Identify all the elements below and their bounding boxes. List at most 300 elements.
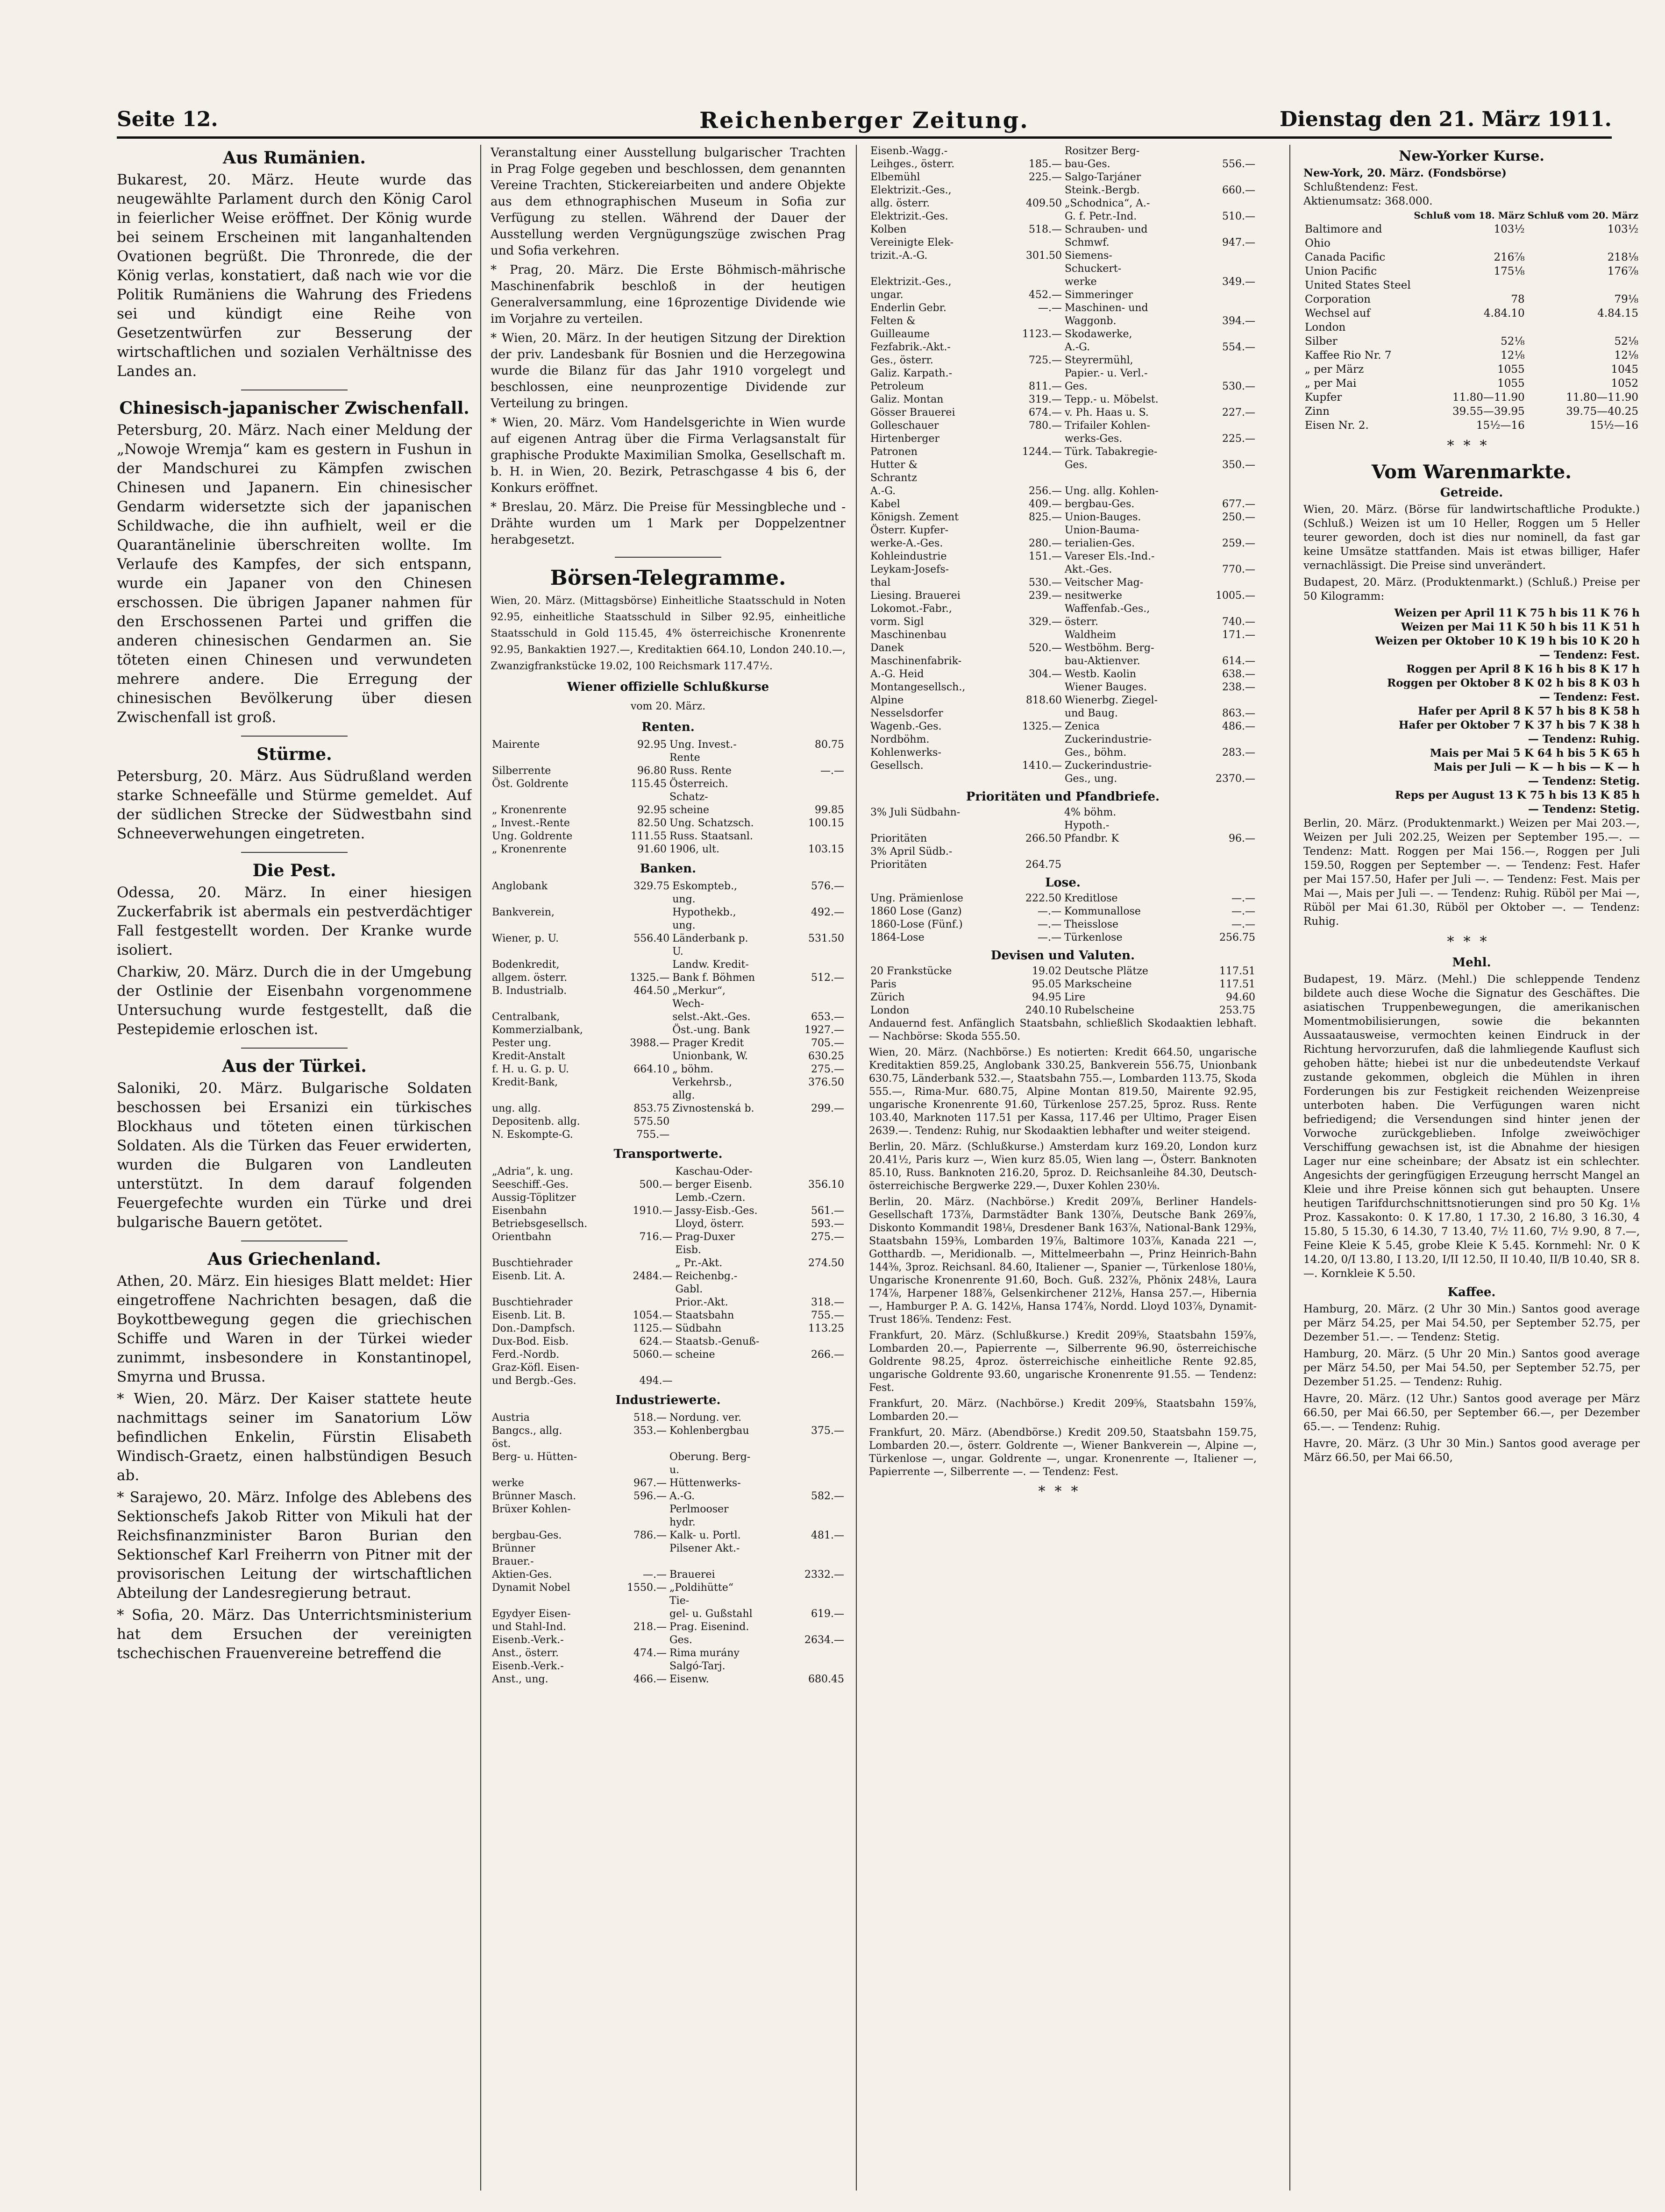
table-cell <box>759 1128 846 1141</box>
table-cell: 1244.— <box>1022 446 1062 458</box>
table-cell: 464.50 <box>633 985 670 997</box>
market-report: Hamburg, 20. März. (2 Uhr 30 Min.) Santos good average per März 54.25, per Mai 54.50, per September 52.75, per Dezember 51.—. — Tendenz: Stetig. <box>1303 1303 1640 1343</box>
table-cell <box>761 1270 846 1296</box>
price-line: Reps per August 13 K 75 h bis 13 K 85 h <box>1395 789 1640 801</box>
table-row <box>491 1581 846 1608</box>
table-row <box>869 367 1257 380</box>
table-row <box>491 985 846 1011</box>
table-row <box>491 1231 846 1257</box>
table-cell: 520.— <box>1028 642 1062 654</box>
table-cell: 4.84.10 <box>1483 307 1525 319</box>
table-cell: Maschinenfabrik- <box>870 655 962 667</box>
table-cell: Leihges., österr. <box>870 158 955 170</box>
table-row <box>491 1335 846 1348</box>
table-cell <box>584 1076 671 1102</box>
table-cell: Lire <box>1064 992 1086 1003</box>
table-cell: 117.51 <box>1219 978 1255 990</box>
table-row <box>869 236 1257 249</box>
table-cell: Eisenb.-Wagg.- <box>870 145 948 157</box>
market-report: Frankfurt, 20. März. (Abendbörse.) Kredit 209.50, Staatsbahn 159.75, Lombarden 20.—, österr. Goldrente —, Wiener Bankverein —, Alpine —, Türkenlose —, ungar. Goldrente —, ungar. Kronenrente —, Italiener —, Papierrente —, Silberrente —. — Tendenz: Fest. <box>869 1427 1257 1478</box>
table-cell: 20 Frankstücke <box>870 965 952 977</box>
table-cell: Königsh. Zement <box>870 511 959 523</box>
table-cell: 78 <box>1511 293 1525 305</box>
table-row <box>491 1178 846 1191</box>
table-cell: allgem. österr. <box>492 972 568 984</box>
market-report: Frankfurt, 20. März. (Nachbörse.) Kredit 209⅝, Staatsbahn 159⅞, Lombarden 20.— <box>869 1398 1257 1423</box>
table-cell: 512.— <box>811 972 844 984</box>
table-cell: Ges., ung. <box>1064 773 1117 785</box>
table-cell: Galiz. Montan <box>870 394 944 405</box>
table-row <box>869 419 1257 432</box>
table-cell: 653.— <box>811 1011 844 1023</box>
column-divider <box>480 145 481 2191</box>
table-cell: allg. österr. <box>870 198 930 209</box>
table-cell: 664.10 <box>633 1063 670 1075</box>
table-row <box>491 1115 846 1128</box>
price-line: Weizen per Oktober 10 K 19 h bis 10 K 20 h <box>1375 635 1640 647</box>
table-cell: 474.— <box>633 1647 667 1659</box>
table-cell <box>589 1296 674 1309</box>
table-cell <box>967 603 1063 616</box>
table-cell: 705.— <box>811 1037 844 1049</box>
table-cell <box>1160 367 1257 380</box>
table-row <box>491 1322 846 1335</box>
table-cell: Hutter & Schrantz <box>870 459 918 484</box>
table-cell: Schmwf. <box>1064 237 1110 248</box>
table-cell <box>967 524 1063 537</box>
table-cell: Patronen <box>870 446 918 458</box>
table-cell: 239.— <box>1028 590 1062 602</box>
table-cell <box>579 1542 668 1568</box>
table-cell: Kalk- u. Portl. <box>669 1530 741 1541</box>
table-cell: —.— <box>1231 906 1255 917</box>
table-cell: Eisenb.-Verk.- <box>492 1660 564 1672</box>
subsection-heading: Lose. <box>1045 876 1081 890</box>
table-cell <box>967 773 1063 786</box>
table-cell <box>1160 845 1257 858</box>
table-row <box>869 249 1257 276</box>
article-text: Petersburg, 20. März. Nach einer Meldung der „Nowoje Wremja“ kam es gestern in Fushun in der Mandschurei zu Kämpfen zwischen Chinesen und Japanern. Ein chinesischer Gendarm widersetzte sich der japanischen Schildwache, die ihn aufhielt, weil er die Quarantänelinie überschreiten wollte. Im Verlaufe des Kampfes, der sich entspann, wurde ein Japaner von den Chinesen erschossen. Die übrigen Japaner nahmen für den Erschossenen Partei und griffen die anderen chinesischen Gendarmen an. Sie töteten einen Chinesen und verwundeten mehrere andere. Die Erregung der chinesischen Bevölkerung über diesen Zwischenfall ist groß. <box>117 422 472 726</box>
table-cell: Ung. Prämienlose <box>870 893 963 904</box>
table-cell: 96.80 <box>637 765 667 777</box>
price-line: Roggen per April 8 K 16 h bis 8 K 17 h <box>1406 663 1640 675</box>
table-row <box>491 1191 846 1205</box>
table-row <box>869 432 1257 446</box>
stars-separator: *** <box>1447 438 1496 454</box>
table-cell: 818.60 <box>1025 695 1062 706</box>
table-cell: v. Ph. Haas u. S. <box>1064 407 1149 418</box>
market-report: Berlin, 20. März. (Schlußkurse.) Amsterdam kurz 169.20, London kurz 20.41½, Paris kurz —, Wien kurz 85.05, Wien lang —, Österr. Banknoten 85.10, Russ. Banknoten 216.20, 5proz. D. Reichsanleihe 84.30, Deutsch-österreichische Bergwerke 229.—, Duxer Kohlen 230⅛. <box>869 1141 1257 1192</box>
table-cell: Maschinen- und <box>1064 302 1148 314</box>
table-cell: „ Pr.-Akt. <box>675 1257 723 1269</box>
table-cell: Buschtiehrader <box>492 1297 573 1308</box>
market-report: Frankfurt, 20. März. (Schlußkurse.) Kredit 209⅝, Staatsbahn 159⅞, Lombarden 20.—, Papierrente —, Silberrente 96.90, österreichische Goldrente 98.25, 4proz. österreichische einheitliche Rente 92.85, ungarische Goldrente 93.60, ungarische Kronenrente 91.55. — Tendenz: Fest. <box>869 1330 1257 1394</box>
table-cell: 227.— <box>1222 407 1255 418</box>
table-cell <box>967 145 1063 158</box>
table-cell <box>967 236 1063 249</box>
article-heading: Chinesisch-japanischer Zwischenfall. <box>119 398 470 418</box>
table-cell <box>757 1477 846 1490</box>
table-row <box>869 773 1257 786</box>
table-cell: Bangcs., allg. öst. <box>492 1425 562 1450</box>
table-cell: Kupfer <box>1305 391 1342 404</box>
table-cell: 530.— <box>1222 381 1255 392</box>
article-text: * Sarajewo, 20. März. Infolge des Ablebens des Sektionschefs Jakob Ritter von Mikuli hat der Reichsfinanzminister Baron Burian den Sektionschef Karl Freiherrn von Pitner mit der provisorischen Leitung der wirtschaftlichen Abteilung der Landesregierung betraut. <box>117 1489 472 1602</box>
table-cell: 19.02 <box>1032 965 1061 977</box>
table-cell: 99.85 <box>815 804 844 816</box>
table-row <box>491 1165 846 1178</box>
table-row <box>1303 418 1640 432</box>
table-cell: 596.— <box>633 1490 667 1502</box>
table-cell: Westb. Kaolin <box>1064 668 1137 680</box>
table-cell: 494.— <box>639 1375 673 1387</box>
table-cell <box>967 655 1063 668</box>
table-cell: Vereinigte Elek- <box>870 237 954 248</box>
table-cell <box>869 773 967 786</box>
table-row <box>869 845 1257 858</box>
table-cell <box>1160 446 1257 459</box>
table-cell: B. Industrialb. <box>492 985 567 997</box>
table-cell: 299.— <box>811 1103 844 1114</box>
table-cell: —.— <box>1038 906 1061 917</box>
table-cell: Ung. Goldrente <box>492 830 573 842</box>
table-cell: Felten & <box>870 315 916 327</box>
table-cell <box>1160 550 1257 563</box>
table-cell: 82.50 <box>637 817 667 829</box>
table-row <box>869 746 1257 759</box>
table-cell: 113.25 <box>808 1323 844 1334</box>
table-cell: 1910.— <box>633 1205 673 1217</box>
table-cell: Wienerbg. Ziegel- <box>1064 695 1158 706</box>
table-cell: Mairente <box>492 739 540 751</box>
table-cell <box>1160 302 1257 315</box>
table-cell: Eisenw. <box>669 1673 709 1685</box>
table-cell: Österreich. Schatz- <box>669 778 728 803</box>
table-cell <box>966 845 1063 858</box>
table-cell: 1550.— <box>627 1582 667 1594</box>
table-cell: Elbemühl <box>870 171 920 183</box>
table-cell: Lokomot.-Fabr., <box>870 603 952 615</box>
table-cell: und Baug. <box>1064 708 1118 719</box>
ny-col-header <box>1303 208 1412 222</box>
market-report: Wien, 20. März. (Mittagsbörse) Einheitliche Staatsschuld in Noten 92.95, einheitliche Staatsschuld in Silber 92.95, einheitliche Staatsschuld in Gold 115.45, 4% österreichische Kronenrente 92.95, Bankaktien 1927.—, Kreditaktien 664.10, London 240.10.—, Zwanzigfrankstücke 19.02, 100 Reichsmark 117.47½. <box>491 595 846 672</box>
table-row <box>491 1608 846 1621</box>
table-cell: Brauerei <box>669 1569 715 1581</box>
table-cell: 15½—16 <box>1476 419 1525 432</box>
price-line: Weizen per April 11 K 75 h bis 11 K 76 h <box>1394 607 1640 619</box>
table-cell: Staatsbahn <box>675 1310 734 1321</box>
table-row <box>491 1503 846 1529</box>
table-cell <box>757 1621 846 1634</box>
table-cell: Ges. <box>669 1634 692 1646</box>
table-cell: Guilleaume <box>870 328 930 340</box>
table-cell: „ Invest.-Rente <box>492 817 570 829</box>
article-text: * Prag, 20. März. Die Erste Böhmisch-mährische Maschinenfabrik beschloß in der heutigen Generalversammlung, eine 16prozentige Dividende wie im Vorjahre zu verteilen. <box>491 263 846 326</box>
table-cell <box>589 1191 674 1205</box>
table-cell: Kaffee Rio Nr. 7 <box>1305 349 1392 362</box>
table-cell: Maschinenbau <box>870 629 947 641</box>
table-cell: 240.10 <box>1025 1005 1061 1016</box>
table-cell <box>759 1115 846 1128</box>
table-cell: 1055 <box>1497 363 1525 376</box>
table-row <box>869 655 1257 668</box>
table-cell <box>584 906 671 932</box>
table-cell <box>967 746 1063 759</box>
table-cell: Kommerzialbank, <box>492 1024 583 1036</box>
table-cell: 967.— <box>633 1477 667 1489</box>
table-row <box>869 892 1257 905</box>
devisen-table <box>869 965 1257 1017</box>
table-cell: 725.— <box>1028 354 1062 366</box>
table-cell: Baltimore and Ohio <box>1305 223 1382 249</box>
table-cell: 518.— <box>633 1412 667 1424</box>
price-line: — Tendenz: Stetig. <box>1528 775 1640 787</box>
table-cell: Hirtenberger <box>870 433 940 445</box>
table-cell: Theisslose <box>1064 919 1119 930</box>
table-row <box>491 1050 846 1063</box>
table-row <box>869 184 1257 197</box>
separator <box>241 1048 348 1049</box>
table-cell: 1125.— <box>633 1323 673 1334</box>
table-cell: 175⅛ <box>1494 265 1525 277</box>
price-line: Hafer per Oktober 7 K 37 h bis 7 K 38 h <box>1398 719 1640 731</box>
section-heading: Vom Warenmarkte. <box>1371 461 1572 483</box>
table-cell: Siemens-Schuckert- <box>1064 250 1122 275</box>
table-row <box>869 145 1257 158</box>
table-cell: Eisenbahn <box>492 1205 547 1217</box>
table-cell: Union-Bauma- <box>1064 525 1139 536</box>
table-cell: Union-Bauges. <box>1064 511 1141 523</box>
table-row <box>869 524 1257 537</box>
table-cell <box>967 629 1063 642</box>
article-text: Charkiw, 20. März. Durch die in der Umgebung der Ostlinie der Eisenbahn vorgenommene Untersuchung wurde festgestellt, daß die Pestepidemie erloschen ist. <box>117 964 472 1038</box>
article-text: Odessa, 20. März. In einer hiesigen Zuckerfabrik ist abermals ein pestverdächtiger Fall festgestellt worden. Der Kranke wurde isoliert. <box>117 884 472 958</box>
table-cell: London <box>870 1005 910 1016</box>
table-cell: Graz-Köfl. Eisen- <box>492 1362 579 1374</box>
table-cell: Österr. Kupfer- <box>870 525 949 536</box>
table-cell: Simmeringer <box>1064 289 1133 301</box>
price-line: — Tendenz: Fest. <box>1539 649 1640 661</box>
table-cell: 863.— <box>1222 708 1255 719</box>
column-divider <box>1289 145 1290 2191</box>
table-cell: 1410.— <box>1022 760 1062 772</box>
table-cell: Wagenb.-Ges. <box>870 721 942 732</box>
table-row <box>491 971 846 985</box>
prior-table <box>869 806 1257 872</box>
table-cell: Buschtiehrader <box>492 1257 573 1269</box>
table-row <box>869 694 1257 707</box>
table-cell: 259.— <box>1222 538 1255 549</box>
table-cell <box>967 341 1063 354</box>
table-cell: Waffenfab.-Ges., <box>1064 603 1150 615</box>
price-line: Mais per Mai 5 K 64 h bis 5 K 65 h <box>1430 747 1640 759</box>
price-line: Roggen per Oktober 8 K 02 h bis 8 K 03 h <box>1387 677 1640 689</box>
table-cell: 2370.— <box>1216 773 1255 785</box>
separator <box>241 852 348 853</box>
table-row <box>1303 306 1640 334</box>
table-cell: Markscheine <box>1064 978 1132 990</box>
table-cell <box>584 1024 671 1037</box>
subsection-heading: Transportwerte. <box>613 1147 723 1161</box>
table-cell: 266.50 <box>1025 833 1061 844</box>
page-number: Seite 12. <box>117 107 218 131</box>
table-cell: 1927.— <box>804 1024 844 1036</box>
table-cell: 680.45 <box>808 1673 844 1685</box>
issue-date: Dienstag den 21. März 1911. <box>1280 107 1612 131</box>
table-cell <box>1063 845 1160 858</box>
table-row <box>491 1375 846 1388</box>
table-cell: „ Kronenrente <box>492 844 567 855</box>
table-cell <box>671 1115 759 1128</box>
table-cell <box>757 1503 846 1529</box>
table-cell <box>1063 858 1160 872</box>
table-cell: 677.— <box>1222 498 1255 510</box>
article-heading: Aus Rumänien. <box>223 148 366 168</box>
price-line: — Tendenz: Ruhig. <box>1528 733 1640 745</box>
table-cell: 275.— <box>811 1231 844 1243</box>
table-cell: Petroleum <box>870 381 924 392</box>
table-cell <box>1160 733 1257 746</box>
table-cell: Union Pacific <box>1305 265 1377 277</box>
ny-col-header: Schluß vom 18. März <box>1414 210 1525 221</box>
table-cell <box>579 1451 668 1477</box>
table-row <box>869 276 1257 289</box>
table-row <box>869 341 1257 354</box>
table-cell <box>589 1361 674 1375</box>
table-cell: Brünner Masch. <box>492 1490 576 1502</box>
table-cell: 218.— <box>633 1621 667 1633</box>
table-row <box>491 1128 846 1141</box>
table-cell: 117.51 <box>1219 965 1255 977</box>
table-cell <box>584 1050 671 1063</box>
table-cell: 218⅛ <box>1607 251 1638 263</box>
table-row <box>869 616 1257 629</box>
table-cell: Aussig-Töplitzer <box>492 1192 576 1204</box>
table-row <box>1303 292 1640 306</box>
table-cell: Oberung. Berg- u. <box>669 1451 751 1476</box>
table-cell: 11.80—11.90 <box>1452 391 1525 404</box>
table-cell: Bodenkredit, <box>492 959 560 971</box>
table-cell: 409.— <box>1028 498 1062 510</box>
table-cell: Ung. allg. Kohlen- <box>1064 485 1159 497</box>
table-cell: 250.— <box>1222 511 1255 523</box>
table-cell: 5060.— <box>633 1349 673 1361</box>
market-report: Wien, 20. März. (Nachbörse.) Es notierten: Kredit 664.50, ungarische Kreditaktien 859.25, Anglobank 330.25, Bankverein 556.75, Unionbank 630.75, Länderbank 532.—, Staatsbahn 755.—, Lombarden 113.75, Skoda 555.—, Rima-Mur. 680.75, Alpine Montan 819.50, Mairente 92.95, ungarische Kronenrente 91.60, Türkenlose 257.25, 5proz. Russ. Rente 103.40, Marknoten 117.51 per Kassa, 117.46 per Ultimo, Prager Eisen 2639.—. Tendenz: Ruhig, nur Skodaaktien lebhafter und weiter steigend. <box>869 1047 1257 1137</box>
table-cell: 256.— <box>1028 485 1062 497</box>
table-row <box>869 629 1257 642</box>
table-cell: 52⅛ <box>1501 335 1525 347</box>
table-cell <box>757 1660 846 1673</box>
table-cell: Prag-Duxer Eisb. <box>675 1231 735 1256</box>
table-cell: 349.— <box>1222 276 1255 288</box>
table-cell: Danek <box>870 642 904 654</box>
table-cell: Prager Kredit <box>672 1037 744 1049</box>
table-row <box>869 158 1257 171</box>
table-cell: vorm. Sigl <box>870 616 924 628</box>
table-cell <box>966 806 1063 832</box>
table-cell: Veitscher Mag- <box>1064 577 1144 588</box>
table-cell <box>1412 278 1526 292</box>
page-header <box>117 107 1612 140</box>
table-cell <box>1160 328 1257 341</box>
table-cell: 256.75 <box>1219 932 1255 943</box>
table-cell <box>757 1411 846 1425</box>
table-cell: 486.— <box>1222 721 1255 732</box>
table-cell: Ung. Schatzsch. <box>669 817 754 829</box>
table-cell: Bankverein, <box>492 907 555 918</box>
table-row <box>491 1024 846 1037</box>
table-cell: 91.60 <box>637 844 667 855</box>
table-row <box>869 289 1257 302</box>
table-cell: —.— <box>1038 932 1061 943</box>
table-cell: 947.— <box>1222 237 1255 248</box>
table-row <box>869 354 1257 367</box>
table-cell: österr. <box>1064 616 1098 628</box>
price-line: Hafer per April 8 K 57 h bis 8 K 58 h <box>1418 705 1640 717</box>
table-cell: 614.— <box>1222 655 1255 667</box>
table-cell <box>1160 759 1257 773</box>
table-row <box>491 1634 846 1647</box>
table-cell: Türk. Tabakregie- <box>1064 446 1158 458</box>
table-cell: —.— <box>1231 919 1255 930</box>
table-row <box>869 550 1257 563</box>
table-cell: 1005.— <box>1216 590 1255 602</box>
table-row <box>491 804 846 817</box>
table-cell: 1123.— <box>1022 328 1062 340</box>
table-cell: Kohlenbergbau <box>669 1425 749 1437</box>
table-row <box>869 918 1257 931</box>
table-row <box>869 563 1257 576</box>
table-row <box>1303 278 1640 292</box>
table-row <box>869 965 1257 978</box>
table-cell: 52⅛ <box>1614 335 1638 347</box>
table-cell: 466.— <box>633 1673 667 1685</box>
table-cell: 4.84.15 <box>1597 307 1638 319</box>
table-cell: Zuckerindustrie- <box>1064 760 1152 772</box>
subsection-heading: Renten. <box>641 720 695 734</box>
table-cell: Hypothekb., ung. <box>672 907 736 931</box>
table-cell: Austria <box>492 1412 530 1424</box>
table-cell: 811.— <box>1028 381 1062 392</box>
table-cell: 216⅞ <box>1494 251 1525 263</box>
table-cell: 492.— <box>811 907 844 918</box>
table-cell: Kohlenwerks- <box>870 747 941 759</box>
table-cell: 740.— <box>1222 616 1255 628</box>
table-cell: Prioritäten <box>870 833 927 844</box>
price-line: — Tendenz: Stetig. <box>1528 803 1640 815</box>
table-cell: und Bergb.-Ges. <box>492 1375 576 1387</box>
table-cell: Jassy-Eisb.-Ges. <box>675 1205 758 1217</box>
table-cell: Schrauben- und <box>1064 224 1148 235</box>
table-cell: Ges., böhm. <box>1064 747 1127 759</box>
table-cell: 786.— <box>633 1530 667 1541</box>
table-cell: Anst., österr. <box>492 1647 559 1659</box>
column-3 <box>869 145 1257 2195</box>
table-cell: Aktien-Ges. <box>492 1569 552 1581</box>
table-cell: 103.15 <box>808 844 844 855</box>
table-row <box>491 1647 846 1660</box>
market-report: Wien, 20. März. (Börse für landwirtschaftliche Produkte.) (Schluß.) Weizen ist um 10 Heller, Roggen um 5 Heller teurer geworden, doch ist dies nur nominell, da fast gar keine Umsätze stattfanden. Mais ist etwas billiger, Hafer vernachlässigt. Die Preise sind unverändert. <box>1303 503 1640 572</box>
table-cell <box>761 1375 846 1388</box>
table-cell: 575.50 <box>633 1116 670 1127</box>
table-cell: 356.10 <box>808 1179 844 1191</box>
table-row <box>491 778 846 804</box>
table-cell: Leykam-Josefs- <box>870 564 949 575</box>
table-cell: 225.— <box>1222 433 1255 445</box>
table-row <box>869 302 1257 315</box>
table-cell: 780.— <box>1028 420 1062 432</box>
table-row <box>491 1568 846 1581</box>
